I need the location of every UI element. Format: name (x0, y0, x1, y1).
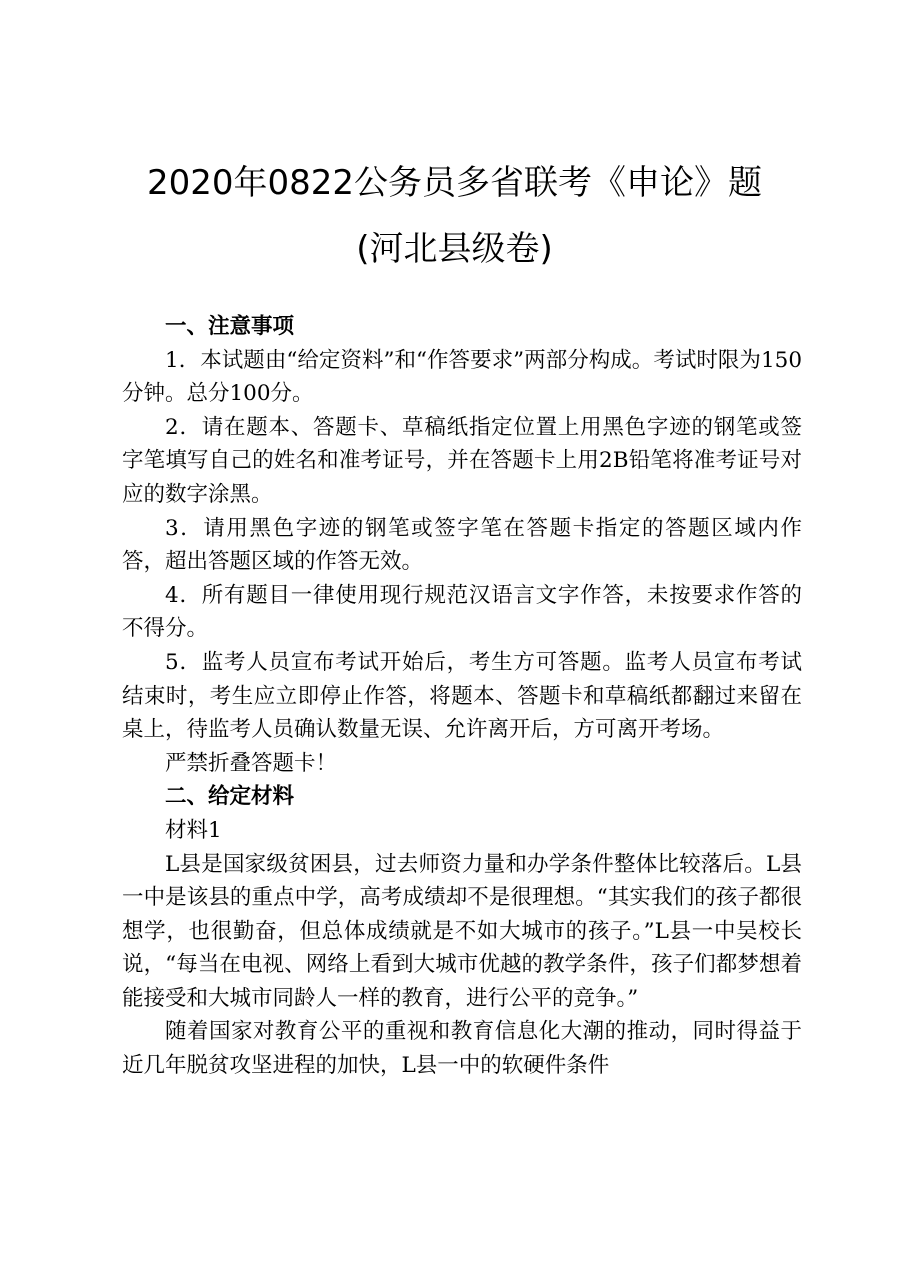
notice-item: 1．本试题由“给定资料”和“作答要求”两部分构成。考试时限为150分钟。总分100分。 (122, 347, 802, 407)
document-title: 2020年0822公务员多省联考《申论》题 (146, 163, 763, 203)
notice-warning: 严禁折叠答题卡！ (165, 750, 338, 776)
notice-item: 4．所有题目一律使用现行规范汉语言文字作答，未按要求作答的不得分。 (122, 582, 802, 642)
notice-item: 5．监考人员宣布考试开始后，考生方可答题。监考人员宣布考试结束时，考生应立即停止作答，将题本、答题卡和草稿纸都翻过来留在桌上，待监考人员确认数量无误、允许离开后，方可离开考场。 (122, 649, 802, 743)
material-paragraph: L县是国家级贫困县，过去师资力量和办学条件整体比较落后。L县一中是该县的重点中学，高考成绩却不是很理想。“其实我们的孩子都很想学，也很勤奋，但总体成绩就是不如大城市的孩子。”L县一中吴校长说，“每当在电视、网络上看到大城市优越的教学条件，孩子们都梦想着能接受和大城市同龄人一样的教育，进行公平的竞争。” (122, 851, 802, 1011)
material-label: 材料1 (165, 817, 222, 843)
notice-item: 3．请用黑色字迹的钢笔或签字笔在答题卡指定的答题区域内作答，超出答题区域的作答无效。 (122, 515, 802, 575)
document-subtitle: (河北县级卷) (356, 229, 553, 269)
material-paragraph: 随着国家对教育公平的重视和教育信息化大潮的推动，同时得益于近几年脱贫攻坚进程的加快，L县一中的软硬件条件 (122, 1019, 802, 1079)
section-heading-materials: 二、给定材料 (165, 784, 295, 810)
section-heading-notice: 一、注意事项 (165, 314, 295, 339)
notice-item: 2．请在题本、答题卡、草稿纸指定位置上用黑色字迹的钢笔或签字笔填写自己的姓名和准考证号，并在答题卡上用2B铅笔将准考证号对应的数字涂黑。 (122, 414, 802, 507)
document-body (122, 310, 802, 1083)
